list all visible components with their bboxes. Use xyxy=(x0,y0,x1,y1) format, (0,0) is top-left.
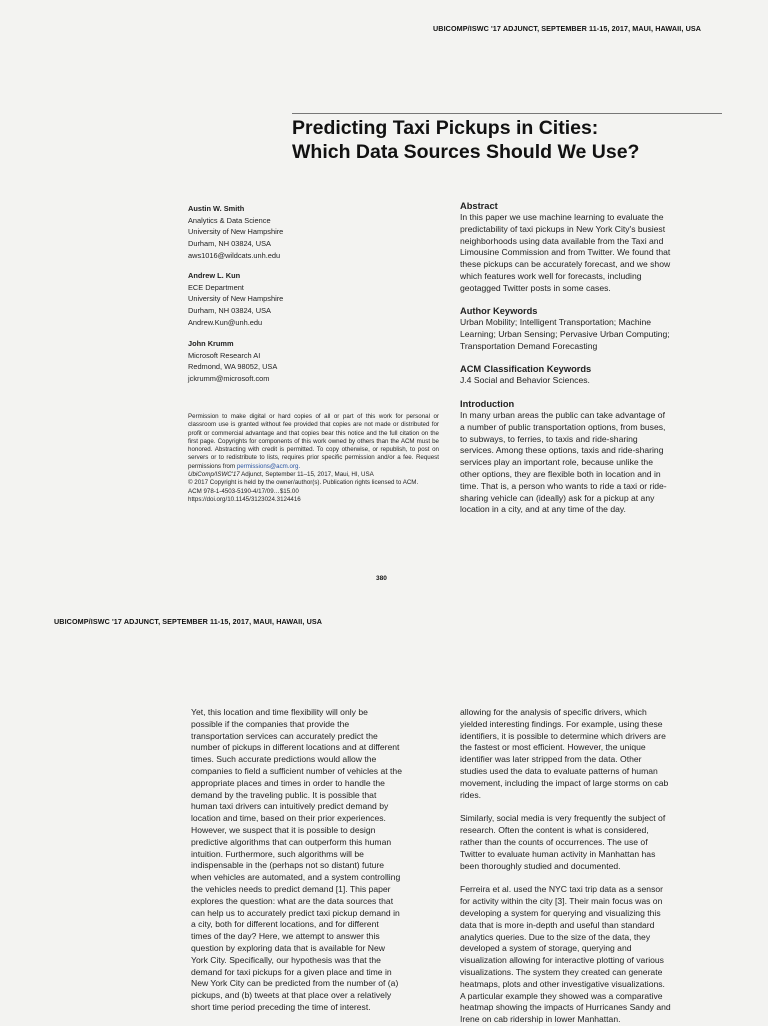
acm-heading: ACM Classification Keywords xyxy=(460,364,592,374)
page-number: 380 xyxy=(376,575,387,582)
author-affiliation: University of New Hampshire xyxy=(188,227,284,237)
keywords-section xyxy=(460,305,730,352)
author-address: Durham, NH 03824, USA xyxy=(188,306,271,316)
title-line-1: Predicting Taxi Pickups in Cities: xyxy=(292,117,599,139)
page2-right-column xyxy=(460,707,735,1026)
running-header: UBICOMP/ISWC '17 ADJUNCT, SEPTEMBER 11-15, 2017, MAUI, HAWAII, USA xyxy=(433,24,702,33)
venue-italic: UbiComp/ISWC'17 xyxy=(188,471,240,479)
author-affiliation: University of New Hampshire xyxy=(188,294,284,304)
author-address: Redmond, WA 98052, USA xyxy=(188,362,278,372)
author-affiliation: Analytics & Data Science xyxy=(188,215,271,225)
author-email[interactable]: jckrumm@microsoft.com xyxy=(188,374,270,384)
venue-rest: Adjunct, September 11–15, 2017, Maui, HI, USA xyxy=(239,471,374,479)
title-rule xyxy=(292,113,722,114)
permission-notice xyxy=(188,413,439,504)
paper-title xyxy=(292,116,732,164)
paragraph-ferreira: Ferreira et al. used the NYC taxi trip data as a sensor for activity within the city [3]. Their main focus was on developing a system for querying and visualizing this data that is more in-depth and useful than standard analytics queries. Due to the size of the data, they developed a system of storage, querying and visualization allowing for interactive plotting of various visualizations. The system they created can generate heatmaps, plots and other investigative visualizations. A particular example they showed was a comparative heatmap showing the impacts of Hurricanes Sandy and Irene on cab ridership in lower Manhattan. xyxy=(460,884,671,1025)
author-affiliation: Microsoft Research AI xyxy=(188,350,261,360)
author-name: John Krumm xyxy=(188,339,234,348)
page2-left-column: Yet, this location and time flexibility will only be possible if the companies that provide the transportation services can accurately predict the number of pickups in different locations and at different times. Such accurate predictions would allow the companies to field a sufficient number of vehicles at the appropriate places and times in order to handle the demand by the traveling public. It is possible that human taxi drivers can intuitively predict demand by location and time, based on their prior experiences. However, we suspect that it is possible to design predictive algorithms that can outperform this human intuition. Furthermore, such algorithms will be indispensable in the (perhaps not so distant) future when vehicles are automated, and a system controlling the vehicles needs to predict demand [1]. This paper explores the question: what are the data sources that can help us to accurately predict taxi pickup demand in a city, both for different locations, and for different times of the day? Here, we attempt to answer this question by exploring data that is available for New York City. Specifically, our hypothesis was that the demand for taxi pickups for a given place and time in New York City can be predicted from the number of (a) pickups, and (b) tweets at that place over a relatively short time period preceding the time of interest. xyxy=(191,707,402,1012)
acm-text: J.4 Social and Behavior Sciences. xyxy=(460,375,590,385)
venue-line xyxy=(188,471,439,479)
introduction-section xyxy=(460,398,735,516)
title-line-2: Which Data Sources Should We Use? xyxy=(292,141,640,163)
author-name: Austin W. Smith xyxy=(188,204,245,213)
introduction-heading: Introduction xyxy=(460,399,515,409)
author-block-3 xyxy=(188,338,277,385)
author-name: Andrew L. Kun xyxy=(188,271,241,280)
author-block-2 xyxy=(188,270,283,329)
author-email[interactable]: aws1016@wildcats.unh.edu xyxy=(188,250,281,260)
copyright-line: © 2017 Copyright is held by the owner/author(s). Publication rights licensed to ACM. xyxy=(188,479,419,487)
abstract-heading: Abstract xyxy=(460,201,498,211)
doi-link[interactable]: https://doi.org/10.1145/3123024.3124416 xyxy=(188,495,301,503)
abstract-text: In this paper we use machine learning to evaluate the predictability of taxi pickups in New York City's busiest neighborhoods using data available from the Taxi and Limousine Commission and from Twitter. We found that these pickups can be accurately forecast, and we show which features work well for forecasts, including geotagged Twitter posts in some cases. xyxy=(460,212,671,293)
isbn-line: ACM 978-1-4503-5190-4/17/09…$15.00 xyxy=(188,487,299,495)
running-header-page-2: UBICOMP/ISWC '17 ADJUNCT, SEPTEMBER 11-15, 2017, MAUI, HAWAII, USA xyxy=(54,617,323,626)
acm-section xyxy=(460,363,730,387)
introduction-text: In many urban areas the public can take advantage of a number of public transportation options, from buses, to subways, to ferries, to taxis and ride-sharing services. Among these options, taxis and ride-sharing services play an important role, because unlike the other options, they are flexible both in location and in time. That is, a person who wants to ride a taxi or ride- sharing vehicle can (ideally) ask for a pickup at any location in a city, and at any time of the day. xyxy=(460,410,667,515)
keywords-heading: Author Keywords xyxy=(460,306,538,316)
author-affiliation: ECE Department xyxy=(188,282,244,292)
permission-text: Permission to make digital or hard copies of all or part of this work for personal or classroom use is granted without fee provided that copies are not made or distributed for profit or commercial advantage and that copies bear this notice and the full citation on the first page. Copyrights for components of this work owned by others than the ACM must be honored. Abstracting with credit is permitted. To copy otherwise, or republish, to post on servers or to redistribute to lists, requires prior specific permission and/or a fee. Request permissions from xyxy=(188,413,439,470)
abstract-section xyxy=(460,200,730,295)
author-address: Durham, NH 03824, USA xyxy=(188,239,271,249)
author-email[interactable]: Andrew.Kun@unh.edu xyxy=(188,317,263,327)
keywords-text: Urban Mobility; Intelligent Transportation; Machine Learning; Urban Sensing; Pervasive Urban Computing; Transportation Demand Forecasting xyxy=(460,317,670,351)
paragraph-social-media: Similarly, social media is very frequently the subject of research. Often the content is what is considered, rather than the counts of occurrences. The use of Twitter to evaluate human activity in Manhattan has been thoroughly studied and documented. xyxy=(460,813,666,871)
author-block-1 xyxy=(188,203,283,262)
paragraph-drivers: allowing for the analysis of specific drivers, which yielded interesting findings. For example, using these identifiers, it is possible to determine which drivers are the fastest or most efficient. However, the unique identifier was later stripped from the data. Other studies used the data to evaluate patterns of human movement, including the impact of large storms on cab rides. xyxy=(460,707,669,800)
permission-email-link[interactable]: permissions@acm.org. xyxy=(236,462,301,470)
